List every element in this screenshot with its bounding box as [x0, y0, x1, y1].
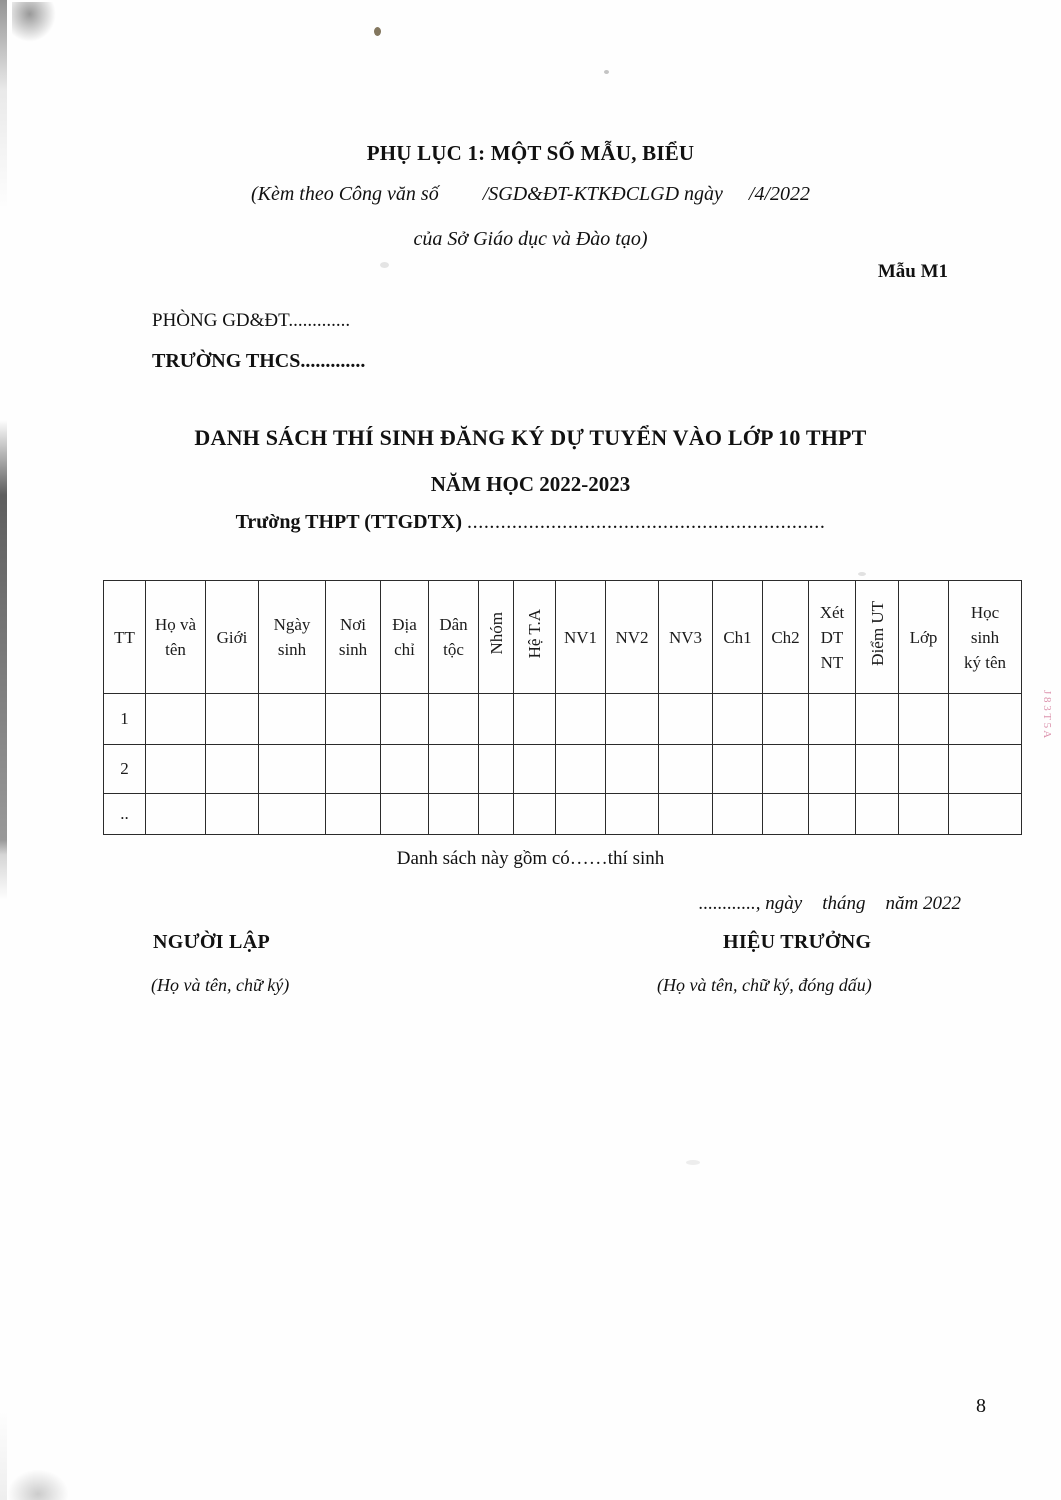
- cell-nv3[interactable]: [659, 745, 713, 794]
- cell-hoc-sinh-ky-ten[interactable]: [949, 794, 1022, 835]
- cell-noi-sinh[interactable]: [326, 694, 381, 745]
- row-index: 1: [104, 694, 146, 745]
- signature-right-title: HIỆU TRƯỞNG: [723, 931, 872, 953]
- cell-dan-toc[interactable]: [429, 694, 479, 745]
- col-head-ch1: Ch1: [713, 581, 763, 694]
- cell-nv3[interactable]: [659, 694, 713, 745]
- table-row[interactable]: [104, 694, 1022, 745]
- roster-table-body: [104, 694, 1022, 835]
- list-school-year: NĂM HỌC 2022-2023: [430, 472, 631, 496]
- cell-ch1[interactable]: [713, 794, 763, 835]
- cell-lop[interactable]: [899, 794, 949, 835]
- col-head-ho-va-ten: Họ và tên: [146, 581, 206, 694]
- cell-gioi[interactable]: [206, 794, 259, 835]
- cell-nv2[interactable]: [606, 794, 659, 835]
- cell-ho-va-ten[interactable]: [146, 745, 206, 794]
- ink-speck: [686, 1160, 700, 1165]
- ink-speck: [604, 70, 609, 74]
- target-school-label: Trường THPT (TTGDTX): [235, 511, 463, 533]
- col-head-xet-dt-nt: Xét DT NT: [809, 581, 856, 694]
- cell-ngay-sinh[interactable]: [259, 694, 326, 745]
- reference-date: /4/2022: [748, 183, 811, 205]
- cell-dia-chi[interactable]: [381, 745, 429, 794]
- cell-xet-dt-nt[interactable]: [809, 694, 856, 745]
- candidate-count-line: Danh sách này gồm có……thí sinh: [396, 848, 665, 869]
- margin-annotation: J 8 3 T 5 A: [1041, 690, 1053, 739]
- ink-speck: [380, 262, 389, 268]
- roster-table-wrapper: [103, 580, 1021, 835]
- department-line: PHÒNG GD&ĐT.............: [152, 310, 351, 331]
- date-month: tháng: [822, 893, 866, 914]
- scan-edge-artifact: [0, 0, 7, 1500]
- cell-nv1[interactable]: [556, 694, 606, 745]
- reference-code: /SGD&ĐT-KTKĐCLGD ngày: [482, 183, 723, 205]
- cell-he-ta[interactable]: [514, 745, 556, 794]
- col-head-dia-chi: Địa chỉ: [381, 581, 429, 694]
- cell-he-ta[interactable]: [514, 794, 556, 835]
- cell-lop[interactable]: [899, 745, 949, 794]
- school-line: TRƯỜNG THCS.............: [152, 350, 366, 372]
- cell-ngay-sinh[interactable]: [259, 745, 326, 794]
- target-school-line: [0, 511, 1061, 534]
- scan-smudge-top: [12, 2, 56, 42]
- cell-dia-chi[interactable]: [381, 694, 429, 745]
- cell-dia-chi[interactable]: [381, 794, 429, 835]
- roster-header-row: [104, 581, 1022, 694]
- date-place: ............, ngày: [698, 893, 803, 914]
- cell-hoc-sinh-ky-ten[interactable]: [949, 745, 1022, 794]
- cell-nv3[interactable]: [659, 794, 713, 835]
- cell-diem-ut[interactable]: [856, 794, 899, 835]
- col-head-nhom: Nhóm: [479, 581, 514, 694]
- cell-lop[interactable]: [899, 694, 949, 745]
- cell-ch1[interactable]: [713, 745, 763, 794]
- cell-nv1[interactable]: [556, 794, 606, 835]
- cell-gioi[interactable]: [206, 745, 259, 794]
- page-number: 8: [976, 1395, 986, 1417]
- col-head-he-ta: Hệ T.A: [514, 581, 556, 694]
- col-head-noi-sinh: Nơi sinh: [326, 581, 381, 694]
- col-head-lop: Lớp: [899, 581, 949, 694]
- signature-left-title: NGƯỜI LẬP: [153, 931, 270, 953]
- col-head-ch2: Ch2: [763, 581, 809, 694]
- cell-nhom[interactable]: [479, 745, 514, 794]
- col-head-tt: TT: [104, 581, 146, 694]
- roster-table: [103, 580, 1022, 835]
- reference-prefix: (Kèm theo Công văn số: [250, 183, 439, 205]
- col-head-dan-toc: Dân tộc: [429, 581, 479, 694]
- cell-ngay-sinh[interactable]: [259, 794, 326, 835]
- cell-hoc-sinh-ky-ten[interactable]: [949, 694, 1022, 745]
- cell-nhom[interactable]: [479, 794, 514, 835]
- col-head-ngay-sinh: Ngày sinh: [259, 581, 326, 694]
- cell-diem-ut[interactable]: [856, 745, 899, 794]
- col-head-nv3: NV3: [659, 581, 713, 694]
- cell-noi-sinh[interactable]: [326, 794, 381, 835]
- signature-right-note: (Họ và tên, chữ ký, đóng dấu): [657, 975, 872, 995]
- cell-noi-sinh[interactable]: [326, 745, 381, 794]
- scan-smudge-bottom: [8, 1470, 68, 1500]
- cell-ch2[interactable]: [763, 694, 809, 745]
- signature-left-note: (Họ và tên, chữ ký): [151, 975, 290, 995]
- cell-ho-va-ten[interactable]: [146, 694, 206, 745]
- cell-ch1[interactable]: [713, 694, 763, 745]
- cell-nhom[interactable]: [479, 694, 514, 745]
- cell-gioi[interactable]: [206, 694, 259, 745]
- cell-ch2[interactable]: [763, 794, 809, 835]
- col-head-hoc-sinh-ky-ten: Học sinh ký tên: [949, 581, 1022, 694]
- ink-speck: [374, 27, 381, 36]
- col-head-nv1: NV1: [556, 581, 606, 694]
- table-row[interactable]: [104, 794, 1022, 835]
- cell-diem-ut[interactable]: [856, 694, 899, 745]
- table-row[interactable]: [104, 745, 1022, 794]
- cell-nv1[interactable]: [556, 745, 606, 794]
- cell-ch2[interactable]: [763, 745, 809, 794]
- col-head-gioi: Giới: [206, 581, 259, 694]
- reference-line: [0, 183, 1061, 206]
- reference-issuer: của Sở Giáo dục và Đào tạo): [413, 228, 648, 250]
- cell-xet-dt-nt[interactable]: [809, 794, 856, 835]
- target-school-blank: ................................................................: [467, 511, 826, 533]
- list-title: DANH SÁCH THÍ SINH ĐĂNG KÝ DỰ TUYỂN VÀO LỚP 10 THPT: [194, 425, 867, 450]
- cell-xet-dt-nt[interactable]: [809, 745, 856, 794]
- cell-ho-va-ten[interactable]: [146, 794, 206, 835]
- cell-dan-toc[interactable]: [429, 745, 479, 794]
- form-code: Mẫu M1: [877, 261, 948, 282]
- roster-table-head: [104, 581, 1022, 694]
- col-head-diem-ut: Điểm UT: [856, 581, 899, 694]
- cell-he-ta[interactable]: [514, 694, 556, 745]
- cell-nv2[interactable]: [606, 694, 659, 745]
- ink-speck: [858, 572, 866, 576]
- document-title: PHỤ LỤC 1: MỘT SỐ MẪU, BIỂU: [366, 141, 695, 165]
- row-index: 2: [104, 745, 146, 794]
- cell-nv2[interactable]: [606, 745, 659, 794]
- date-line: [699, 893, 961, 915]
- date-year: năm 2022: [885, 893, 961, 914]
- cell-dan-toc[interactable]: [429, 794, 479, 835]
- row-index: ..: [104, 794, 146, 835]
- col-head-nv2: NV2: [606, 581, 659, 694]
